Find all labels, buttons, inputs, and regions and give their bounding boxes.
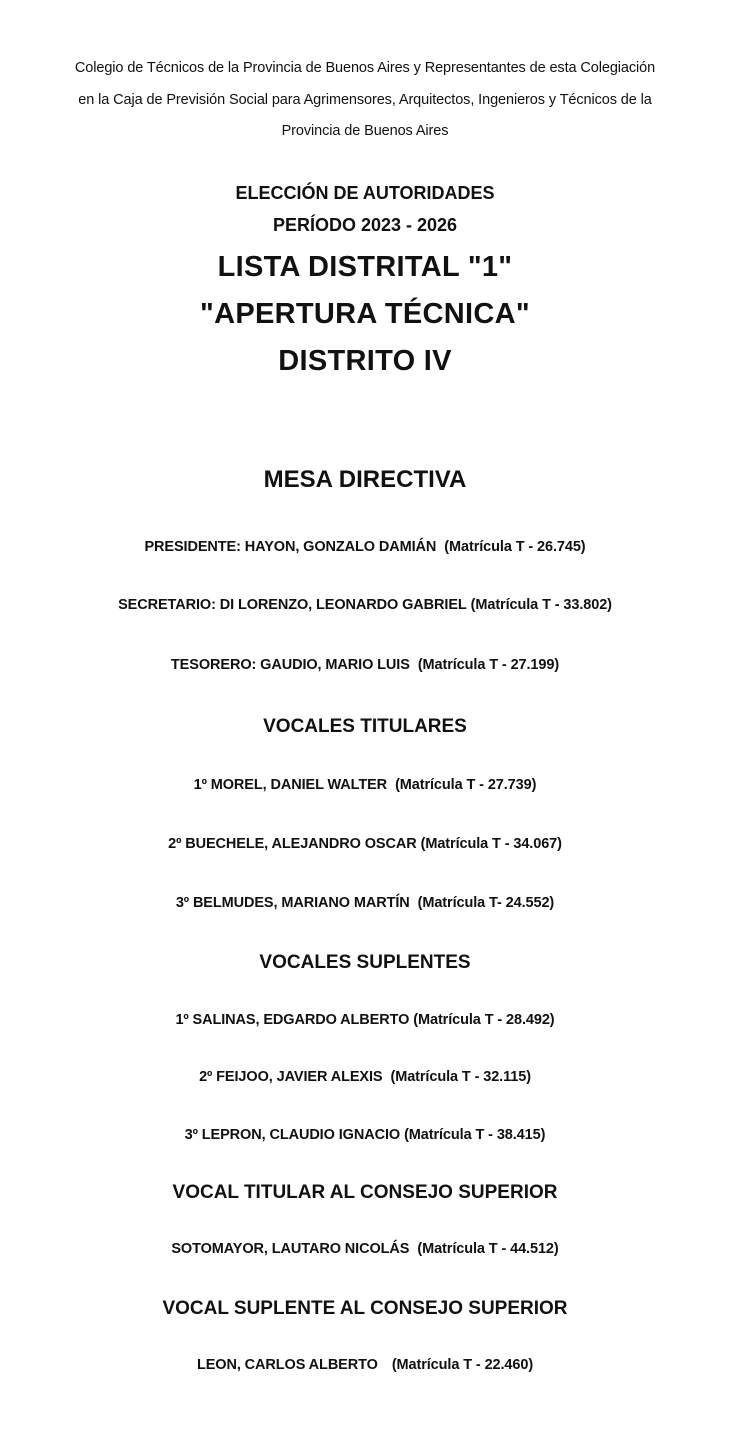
tesorero-entry	[0, 658, 730, 673]
presidente-entry	[0, 540, 730, 555]
consejo-titular-matricula: (Matrícula T - 44.512)	[417, 1241, 559, 1257]
tesorero-matricula: (Matrícula T - 27.199)	[417, 657, 560, 673]
suplente-name: LEPRON, CLAUDIO IGNACIO	[201, 1127, 401, 1143]
vocales-titulares-heading: VOCALES TITULARES	[263, 716, 467, 737]
consejo-suplente-name: LEON, CARLOS ALBERTO	[196, 1357, 378, 1373]
mesa-directiva-heading: MESA DIRECTIVA	[263, 466, 467, 493]
suplente-matricula: (Matrícula T - 38.415)	[404, 1127, 546, 1143]
titular-entry-2	[0, 837, 730, 852]
titular-name: BUECHELE, ALEJANDRO OSCAR	[185, 836, 417, 852]
tesorero-name: GAUDIO, MARIO LUIS	[260, 657, 410, 673]
secretario-entry	[0, 598, 730, 613]
secretario-name: DI LORENZO, LEONARDO GABRIEL	[219, 597, 467, 613]
titular-name: MOREL, DANIEL WALTER	[210, 777, 388, 793]
consejo-suplente-entry	[0, 1358, 730, 1373]
suplente-number: 3º	[184, 1127, 202, 1143]
list-name: "APERTURA TÉCNICA"	[200, 298, 530, 330]
period-title: PERÍODO 2023 - 2026	[272, 215, 458, 235]
list-title: LISTA DISTRITAL "1"	[217, 251, 513, 283]
consejo-titular-heading: VOCAL TITULAR AL CONSEJO SUPERIOR	[172, 1182, 558, 1203]
titular-matricula: (Matrícula T - 27.739)	[395, 777, 537, 793]
titular-matricula: (Matrícula T- 24.552)	[417, 895, 555, 911]
suplente-number: 1º	[175, 1012, 193, 1028]
titular-entry-3	[0, 896, 730, 911]
consejo-titular-entry	[0, 1242, 730, 1257]
suplente-matricula: (Matrícula T - 32.115)	[390, 1069, 531, 1085]
secretario-role: SECRETARIO:	[118, 597, 220, 613]
header-line-1: Colegio de Técnicos de la Provincia de Buenos Aires y Representantes de esta Colegiación	[74, 60, 656, 76]
titular-number: 2º	[168, 836, 186, 852]
consejo-suplente-matricula: (Matrícula T - 22.460)	[391, 1357, 534, 1373]
tesorero-role: TESORERO:	[170, 657, 261, 673]
consejo-suplente-heading: VOCAL SUPLENTE AL CONSEJO SUPERIOR	[162, 1298, 568, 1319]
suplente-name: FEIJOO, JAVIER ALEXIS	[216, 1069, 383, 1085]
header-line-3: Provincia de Buenos Aires	[281, 123, 449, 139]
presidente-matricula: (Matrícula T - 26.745)	[444, 539, 586, 555]
suplente-entry-3	[0, 1128, 730, 1143]
titular-number: 3º	[175, 895, 193, 911]
vocales-suplentes-heading: VOCALES SUPLENTES	[259, 952, 471, 973]
suplente-entry-1	[0, 1013, 730, 1028]
district-title: DISTRITO IV	[278, 345, 452, 377]
election-title: ELECCIÓN DE AUTORIDADES	[235, 183, 495, 203]
presidente-role: PRESIDENTE:	[144, 539, 245, 555]
presidente-name: HAYON, GONZALO DAMIÁN	[244, 539, 437, 555]
suplente-name: SALINAS, EDGARDO ALBERTO	[192, 1012, 410, 1028]
secretario-matricula: (Matrícula T - 33.802)	[470, 597, 612, 613]
titular-number: 1º	[193, 777, 211, 793]
header-line-2: en la Caja de Previsión Social para Agrimensores, Arquitectos, Ingenieros y Técnicos de la	[78, 92, 652, 108]
titular-name: BELMUDES, MARIANO MARTÍN	[192, 895, 410, 911]
suplente-matricula: (Matrícula T - 28.492)	[413, 1012, 555, 1028]
titular-matricula: (Matrícula T - 34.067)	[420, 836, 562, 852]
suplente-entry-2	[0, 1070, 730, 1085]
titular-entry-1	[0, 778, 730, 793]
suplente-number: 2º	[199, 1069, 217, 1085]
consejo-titular-name: SOTOMAYOR, LAUTARO NICOLÁS	[171, 1241, 410, 1257]
